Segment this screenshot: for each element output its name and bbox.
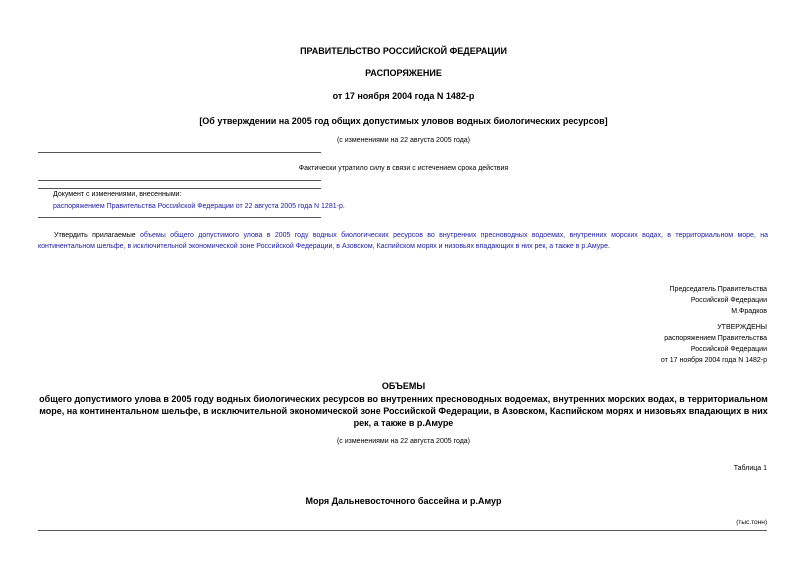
approval-block — [661, 322, 767, 366]
annex-link[interactable]: объемы общего допустимого улова в 2005 году водных биологических ресурсов во внутренних пресноводных водоемах, внутренних морских водах, в территориальном море, на континентальном шельфе, в исключительной экономической зоне Российской Федерации, в Азовском, Каспийском морях и низовьях впадающих в них рек, а также в р.Амуре — [38, 232, 768, 250]
annex-subtitle: общего допустимого улова в 2005 году водных биологических ресурсов во внутренних пресноводных водоемах, внутренних морских водах, в территориальном море, на континентальном шельфе, в исключительной экономической зоне Российской Федерации, в Азовском, Каспийском морях и низовьях впадающих в них рек, а также в р.Амуре — [39, 394, 768, 428]
unit-label: (тыс.тонн) — [736, 519, 767, 526]
divider — [38, 217, 321, 218]
annex-amendments: (с изменениями на 22 августа 2005 года) — [336, 438, 471, 445]
document-date-number: от 17 ноября 2004 года N 1482-р — [332, 91, 475, 101]
amendment-link[interactable]: распоряжением Правительства Российской Федерации от 22 августа 2005 года N 1281-р — [53, 203, 343, 210]
section-title: Моря Дальневосточного бассейна и р.Амур — [305, 496, 502, 506]
approval-country: Российской Федерации — [690, 346, 767, 353]
body-paragraph: Утвердить прилагаемые объемы общего допустимого улова в 2005 году водных биологических ресурсов во внутренних пресноводных водоемах, внутренних морских водах, в территориальном море, на континентальном шельфе, в исключительной экономической зоне Российской Федерации, в Азовском, Каспийском морях и низовьях впадающих в них рек, а также в р.Амуре. — [38, 232, 768, 250]
approval-by: распоряжением Правительства — [664, 335, 767, 342]
amendments-note: (с изменениями на 22 августа 2005 года) — [336, 137, 471, 144]
divider — [38, 188, 321, 189]
divider — [38, 180, 321, 181]
table-top-border — [38, 530, 767, 531]
table-label: Таблица 1 — [733, 465, 767, 472]
divider — [38, 152, 321, 153]
government-heading: ПРАВИТЕЛЬСТВО РОССИЙСКОЙ ФЕДЕРАЦИИ — [300, 46, 507, 56]
signature-position: Председатель Правительства — [669, 286, 767, 293]
approval-heading: УТВЕРЖДЕНЫ — [717, 324, 767, 331]
approval-date: от 17 ноября 2004 года N 1482-р — [660, 357, 767, 364]
signature-name: М.Фрадков — [731, 308, 767, 315]
document-title: [Об утверждении на 2005 год общих допустимых уловов водных биологических ресурсов] — [199, 116, 608, 126]
changes-link-line: распоряжением Правительства Российской Федерации от 22 августа 2005 года N 1281-р. — [53, 203, 345, 210]
changes-label: Документ с изменениями, внесенными: — [53, 191, 182, 198]
annex-title: ОБЪЕМЫ — [381, 381, 426, 391]
status-note: Фактически утратило силу в связи с истечением срока действия — [298, 165, 509, 172]
document-type: РАСПОРЯЖЕНИЕ — [365, 68, 442, 78]
signature-block — [670, 284, 767, 317]
signature-country: Российской Федерации — [690, 297, 767, 304]
